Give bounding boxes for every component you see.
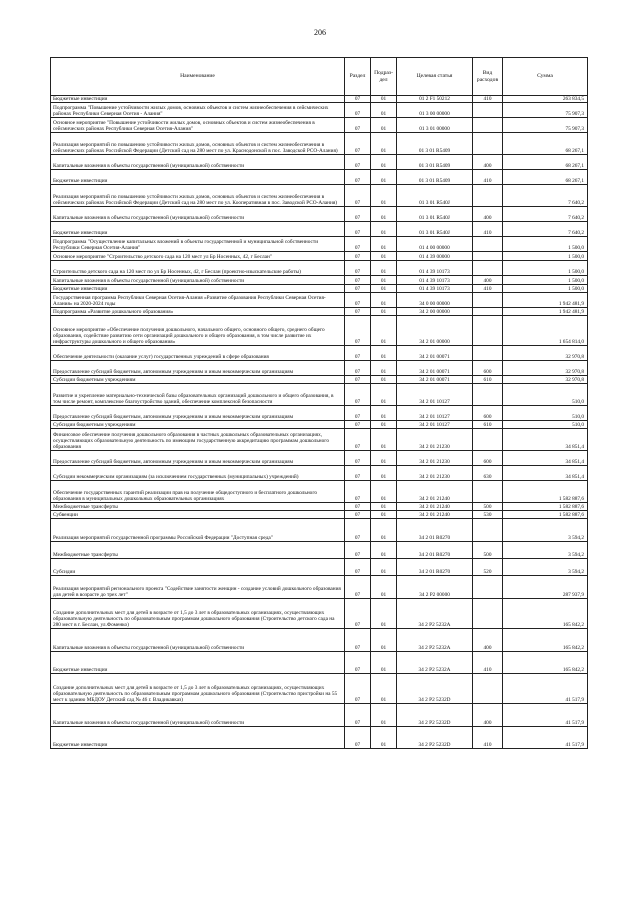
- table-header-row: [51, 58, 588, 96]
- row-name: Бюджетные инвестиции: [51, 652, 345, 674]
- row-subsection: 01: [371, 451, 397, 466]
- row-section: 07: [345, 376, 371, 384]
- row-expense-type: [473, 346, 503, 361]
- table-row: [51, 629, 588, 652]
- row-subsection: 01: [371, 185, 397, 207]
- row-name: Предоставление субсидий бюджетным, автономным учреждениям и иным некоммерческим организациям: [51, 451, 345, 466]
- row-name: Субсидии некоммерческим организациям (за исключением государственных (муниципальных) учреждений): [51, 466, 345, 481]
- row-section: 07: [345, 384, 371, 406]
- page-number: 206: [314, 28, 326, 37]
- row-name: Реализация мероприятий регионального проекта "Содействие занятости женщин - создание условий дошкольного образования для детей в возрасте до трех лет": [51, 576, 345, 599]
- row-amount: 41 517,9: [503, 704, 588, 727]
- row-target: 34 2 01 21230: [397, 429, 473, 451]
- table-row: [51, 293, 588, 308]
- table-row: [51, 451, 588, 466]
- row-name: Капитальные вложения в объекты государственной (муниципальной) собственности: [51, 704, 345, 727]
- row-amount: 1 582 887,6: [503, 511, 588, 519]
- table-row: [51, 222, 588, 237]
- row-name: Предоставление субсидий бюджетным, автономным учреждениям и иным некоммерческим организациям: [51, 406, 345, 421]
- row-expense-type: [473, 103, 503, 118]
- table-row: [51, 237, 588, 252]
- table-row: [51, 652, 588, 674]
- row-amount: 1 942 481,9: [503, 308, 588, 316]
- row-target: 34 2 01 21230: [397, 451, 473, 466]
- row-amount: 263 834,5: [503, 96, 588, 103]
- row-expense-type: 400: [473, 155, 503, 170]
- row-amount: 1 500,0: [503, 237, 588, 252]
- row-expense-type: 410: [473, 96, 503, 103]
- table-row: [51, 519, 588, 542]
- row-amount: 75 907,3: [503, 118, 588, 133]
- row-expense-type: [473, 316, 503, 346]
- row-target: 01 3 00 00000: [397, 103, 473, 118]
- row-target: 34 2 01 21240: [397, 511, 473, 519]
- row-target: 01 3 01 R5409: [397, 170, 473, 185]
- row-expense-type: [473, 118, 503, 133]
- row-section: 07: [345, 576, 371, 599]
- row-subsection: 01: [371, 293, 397, 308]
- row-name: Государственная программа Республики Северная Осетия-Алания «Развитие образования Республики Северная Осетия-Алания» на 2020-2024 годы: [51, 293, 345, 308]
- row-amount: 7 640,2: [503, 222, 588, 237]
- header-section: Раздел: [345, 58, 371, 96]
- table-row: [51, 559, 588, 576]
- row-section: 07: [345, 542, 371, 559]
- row-section: 07: [345, 466, 371, 481]
- row-expense-type: 410: [473, 652, 503, 674]
- row-subsection: 01: [371, 316, 397, 346]
- row-subsection: 01: [371, 542, 397, 559]
- row-section: 07: [345, 674, 371, 704]
- table-row: [51, 376, 588, 384]
- row-expense-type: 400: [473, 207, 503, 222]
- row-name: Межбюджетные трансферты: [51, 542, 345, 559]
- row-name: Предоставление субсидий бюджетным, автономным учреждениям и иным некоммерческим организациям: [51, 361, 345, 376]
- table-row: [51, 503, 588, 511]
- row-subsection: 01: [371, 629, 397, 652]
- row-amount: 1 500,0: [503, 285, 588, 293]
- row-section: 07: [345, 519, 371, 542]
- row-target: 34 2 01 10127: [397, 384, 473, 406]
- row-expense-type: [473, 384, 503, 406]
- row-amount: 34 851,4: [503, 466, 588, 481]
- row-section: 07: [345, 96, 371, 103]
- row-subsection: 01: [371, 466, 397, 481]
- row-target: 34 2 01 00071: [397, 361, 473, 376]
- row-subsection: 01: [371, 361, 397, 376]
- row-amount: 68 267,1: [503, 170, 588, 185]
- row-amount: 510,0: [503, 406, 588, 421]
- row-section: 07: [345, 155, 371, 170]
- table-row: [51, 96, 588, 103]
- table-body: [51, 96, 588, 749]
- row-amount: 1 500,0: [503, 261, 588, 276]
- row-target: 01 4 00 00000: [397, 237, 473, 252]
- row-subsection: 01: [371, 103, 397, 118]
- table-row: [51, 406, 588, 421]
- row-amount: 34 851,4: [503, 429, 588, 451]
- row-expense-type: 600: [473, 451, 503, 466]
- row-section: 07: [345, 503, 371, 511]
- row-amount: 34 851,4: [503, 451, 588, 466]
- row-amount: 165 842,2: [503, 629, 588, 652]
- row-expense-type: [473, 308, 503, 316]
- table-row: [51, 576, 588, 599]
- row-amount: 510,0: [503, 384, 588, 406]
- row-expense-type: 400: [473, 276, 503, 285]
- row-amount: 1 582 887,6: [503, 503, 588, 511]
- row-amount: 41 517,9: [503, 727, 588, 749]
- row-name: Создание дополнительных мест для детей в возрасте от 1,5 до 3 лет в образовательных организациях, осуществляющих образовательную деятельность по образовательным программам дошкольного образования (Строительство пристройки на 55 мест к зданию МБДОУ Детский сад № 46 г. Владикавказ): [51, 674, 345, 704]
- row-amount: 510,0: [503, 421, 588, 429]
- row-expense-type: [473, 599, 503, 629]
- row-section: 07: [345, 276, 371, 285]
- row-section: 07: [345, 559, 371, 576]
- row-name: Субсидии бюджетным учреждениям: [51, 421, 345, 429]
- table-row: [51, 429, 588, 451]
- header-amount: Сумма: [503, 58, 588, 96]
- row-name: Подпрограмма "Повышение устойчивости жилых домов, основных объектов и систем жизнеобеспечения в сейсмических районах Республики Северная Осетия - Алания": [51, 103, 345, 118]
- row-subsection: 01: [371, 406, 397, 421]
- row-target: 34 2 01 00000: [397, 316, 473, 346]
- row-name: Бюджетные инвестиции: [51, 170, 345, 185]
- row-section: 07: [345, 481, 371, 503]
- table-row: [51, 511, 588, 519]
- table-row: [51, 155, 588, 170]
- row-section: 07: [345, 346, 371, 361]
- table-row: [51, 133, 588, 155]
- table-row: [51, 170, 588, 185]
- row-target: 34 2 01 00071: [397, 346, 473, 361]
- row-target: 34 0 00 00000: [397, 293, 473, 308]
- row-target: 34 2 P2 00000: [397, 576, 473, 599]
- row-name: Создание дополнительных мест для детей в возрасте от 1,5 до 3 лет в образовательных организациях, осуществляющих образовательную деятельность по образовательным программам дошкольного образования (Строительство детского сада на 280 мест в г. Беслан, ул.Фоменко): [51, 599, 345, 629]
- row-section: 07: [345, 185, 371, 207]
- row-target: 34 2 01 21240: [397, 503, 473, 511]
- row-target: 34 2 01 00071: [397, 376, 473, 384]
- row-target: 34 2 01 10127: [397, 406, 473, 421]
- row-expense-type: 610: [473, 376, 503, 384]
- row-subsection: 01: [371, 576, 397, 599]
- table-row: [51, 704, 588, 727]
- table-row: [51, 361, 588, 376]
- row-target: 01 4 39 00000: [397, 252, 473, 261]
- row-expense-type: [473, 261, 503, 276]
- row-amount: 3 594,2: [503, 519, 588, 542]
- row-expense-type: [473, 133, 503, 155]
- row-target: 01 2 F1 50212: [397, 96, 473, 103]
- row-name: Капитальные вложения в объекты государственной (муниципальной) собственности: [51, 629, 345, 652]
- row-name: Основное мероприятие «Обеспечение получения дошкольного, начального общего, основного общего, среднего общего образования, содействие развитию сети организаций дошкольного и общего образования, в том числе развитие их инфраструктуры дошкольного и общего образования»: [51, 316, 345, 346]
- row-section: 07: [345, 252, 371, 261]
- row-expense-type: [473, 674, 503, 704]
- row-target: 34 2 P2 5232D: [397, 704, 473, 727]
- row-target: 01 3 01 R5409: [397, 155, 473, 170]
- row-target: 01 3 01 R540J: [397, 207, 473, 222]
- row-expense-type: 400: [473, 629, 503, 652]
- row-amount: 75 907,3: [503, 103, 588, 118]
- row-section: 07: [345, 237, 371, 252]
- row-name: Капитальные вложения в объекты государственной (муниципальной) собственности: [51, 207, 345, 222]
- row-expense-type: 600: [473, 361, 503, 376]
- row-section: 07: [345, 704, 371, 727]
- row-section: 07: [345, 652, 371, 674]
- row-target: 34 2 01 10127: [397, 421, 473, 429]
- row-subsection: 01: [371, 481, 397, 503]
- row-subsection: 01: [371, 308, 397, 316]
- row-amount: 1 500,0: [503, 276, 588, 285]
- row-expense-type: 630: [473, 466, 503, 481]
- budget-table: [50, 57, 588, 749]
- row-amount: 32 970,8: [503, 346, 588, 361]
- row-target: 34 2 P2 5232D: [397, 727, 473, 749]
- table-row: [51, 542, 588, 559]
- row-subsection: 01: [371, 559, 397, 576]
- row-expense-type: 530: [473, 511, 503, 519]
- table-row: [51, 384, 588, 406]
- row-subsection: 01: [371, 237, 397, 252]
- row-name: Подпрограмма "Осуществление капитальных вложений в объекты государственной и муниципальной собственности Республики Северная Осетия-Алания": [51, 237, 345, 252]
- row-name: Финансовое обеспечение получения дошкольного образования в частных дошкольных образовательных организациях, осуществляющих образовательную деятельность по имеющим государственную аккредитацию программам дошкольного образования: [51, 429, 345, 451]
- row-section: 07: [345, 308, 371, 316]
- row-name: Основное мероприятие "Строительство детского сада на 120 мест ул Бр Носенных, 42, г Беслан": [51, 252, 345, 261]
- row-section: 07: [345, 222, 371, 237]
- row-amount: 165 842,2: [503, 599, 588, 629]
- table-row: [51, 466, 588, 481]
- row-name: Развитие и укрепление материально-технической базы образовательных организаций дошкольного и общего образования, в том числе ремонт, комплексное благоустройство зданий, обеспечение комплексной безопасности: [51, 384, 345, 406]
- row-section: 07: [345, 511, 371, 519]
- table-row: [51, 481, 588, 503]
- row-name: Межбюджетные трансферты: [51, 503, 345, 511]
- row-target: 34 2 P2 5232D: [397, 674, 473, 704]
- row-section: 07: [345, 133, 371, 155]
- row-name: Обеспечение государственных гарантий реализации прав на получение общедоступного и бесплатного дошкольного образования в муниципальных дошкольных образовательных организациях: [51, 481, 345, 503]
- row-section: 07: [345, 421, 371, 429]
- row-target: 34 2 00 00000: [397, 308, 473, 316]
- row-target: 01 4 39 10173: [397, 261, 473, 276]
- row-name: Основное мероприятие "Повышение устойчивости жилых домов, основных объектов и систем жизнеобеспечения в сейсмических районах Республики Северная Осетия-Алания": [51, 118, 345, 133]
- row-section: 07: [345, 170, 371, 185]
- header-target: Целевая статья: [397, 58, 473, 96]
- row-amount: 41 517,9: [503, 674, 588, 704]
- row-subsection: 01: [371, 519, 397, 542]
- header-expense-type: Вид расходов: [473, 58, 503, 96]
- row-subsection: 01: [371, 429, 397, 451]
- row-target: 34 2 01 R0270: [397, 542, 473, 559]
- row-subsection: 01: [371, 133, 397, 155]
- row-target: 34 2 P2 5232A: [397, 599, 473, 629]
- row-amount: 1 654 814,0: [503, 316, 588, 346]
- row-subsection: 01: [371, 222, 397, 237]
- row-section: 07: [345, 285, 371, 293]
- table-row: [51, 285, 588, 293]
- row-target: 34 2 01 21240: [397, 481, 473, 503]
- row-subsection: 01: [371, 285, 397, 293]
- row-expense-type: 500: [473, 503, 503, 511]
- row-target: 34 2 01 21230: [397, 466, 473, 481]
- row-amount: 7 640,2: [503, 185, 588, 207]
- row-subsection: 01: [371, 252, 397, 261]
- row-target: 34 2 01 R0270: [397, 519, 473, 542]
- row-section: 07: [345, 293, 371, 308]
- row-amount: 68 267,1: [503, 133, 588, 155]
- table-row: [51, 421, 588, 429]
- row-expense-type: [473, 185, 503, 207]
- row-subsection: 01: [371, 170, 397, 185]
- row-section: 07: [345, 727, 371, 749]
- row-subsection: 01: [371, 118, 397, 133]
- row-section: 07: [345, 316, 371, 346]
- row-target: 01 4 39 10173: [397, 276, 473, 285]
- row-expense-type: [473, 519, 503, 542]
- row-section: 07: [345, 599, 371, 629]
- row-expense-type: [473, 252, 503, 261]
- table-row: [51, 118, 588, 133]
- row-amount: 32 970,8: [503, 361, 588, 376]
- row-name: Капитальные вложения в объекты государственной (муниципальной) собственности: [51, 276, 345, 285]
- row-subsection: 01: [371, 503, 397, 511]
- row-name: Бюджетные инвестиции: [51, 727, 345, 749]
- row-name: Реализация мероприятий государственной программы Российской Федерации "Доступная среда": [51, 519, 345, 542]
- row-subsection: 01: [371, 376, 397, 384]
- table-row: [51, 308, 588, 316]
- row-target: 34 2 P2 5232A: [397, 652, 473, 674]
- row-expense-type: 410: [473, 170, 503, 185]
- row-subsection: 01: [371, 207, 397, 222]
- table-row: [51, 185, 588, 207]
- table-row: [51, 727, 588, 749]
- row-name: Субсидии бюджетным учреждениям: [51, 376, 345, 384]
- row-subsection: 01: [371, 599, 397, 629]
- row-amount: 287 937,9: [503, 576, 588, 599]
- row-subsection: 01: [371, 727, 397, 749]
- row-amount: 3 594,2: [503, 542, 588, 559]
- row-section: 07: [345, 451, 371, 466]
- row-expense-type: 410: [473, 285, 503, 293]
- row-name: Строительство детского сада на 120 мест по ул Бр Носенных, 42, г Беслан (проектно-изыскательские работы): [51, 261, 345, 276]
- row-section: 07: [345, 429, 371, 451]
- row-name: Капитальные вложения в объекты государственной (муниципальной) собственности: [51, 155, 345, 170]
- row-section: 07: [345, 361, 371, 376]
- table-row: [51, 316, 588, 346]
- row-subsection: 01: [371, 511, 397, 519]
- row-subsection: 01: [371, 704, 397, 727]
- row-name: Бюджетные инвестиции: [51, 285, 345, 293]
- row-section: 07: [345, 406, 371, 421]
- table-row: [51, 261, 588, 276]
- row-amount: 3 594,2: [503, 559, 588, 576]
- row-name: Субвенции: [51, 511, 345, 519]
- row-amount: 7 640,2: [503, 207, 588, 222]
- row-expense-type: 610: [473, 421, 503, 429]
- row-subsection: 01: [371, 276, 397, 285]
- row-expense-type: 410: [473, 222, 503, 237]
- table-row: [51, 276, 588, 285]
- header-subsection: Подраз-дел: [371, 58, 397, 96]
- row-expense-type: [473, 481, 503, 503]
- row-section: 07: [345, 207, 371, 222]
- table-row: [51, 252, 588, 261]
- row-target: 01 3 01 R540J: [397, 185, 473, 207]
- row-name: Реализация мероприятий по повышению устойчивости жилых домов, основных объектов и систем жизнеобеспечения в сейсмических районах Российской Федерации (Детский сад на 280 мест по ул. Краснодонской в пос. Заводской РСО-Алания): [51, 133, 345, 155]
- row-expense-type: [473, 576, 503, 599]
- row-amount: 1 582 887,6: [503, 481, 588, 503]
- row-target: 01 4 39 10173: [397, 285, 473, 293]
- table-row: [51, 103, 588, 118]
- row-expense-type: 500: [473, 542, 503, 559]
- row-expense-type: 600: [473, 406, 503, 421]
- row-subsection: 01: [371, 261, 397, 276]
- row-name: Подпрограмма «Развитие дошкольного образования»: [51, 308, 345, 316]
- row-target: 01 3 01 00000: [397, 118, 473, 133]
- row-section: 07: [345, 261, 371, 276]
- row-expense-type: [473, 429, 503, 451]
- row-subsection: 01: [371, 421, 397, 429]
- table-row: [51, 346, 588, 361]
- row-name: Субсидии: [51, 559, 345, 576]
- row-subsection: 01: [371, 96, 397, 103]
- row-amount: 68 267,1: [503, 155, 588, 170]
- row-expense-type: [473, 237, 503, 252]
- row-name: Обеспечение деятельности (оказание услуг) государственных учреждений в сфере образования: [51, 346, 345, 361]
- row-expense-type: 520: [473, 559, 503, 576]
- row-expense-type: [473, 293, 503, 308]
- row-name: Бюджетные инвестиции: [51, 96, 345, 103]
- row-target: 34 2 P2 5232A: [397, 629, 473, 652]
- row-section: 07: [345, 118, 371, 133]
- row-amount: 32 970,8: [503, 376, 588, 384]
- row-expense-type: 410: [473, 727, 503, 749]
- row-target: 34 2 01 R0270: [397, 559, 473, 576]
- table-row: [51, 207, 588, 222]
- row-name: Бюджетные инвестиции: [51, 222, 345, 237]
- row-target: 01 3 01 R540J: [397, 222, 473, 237]
- row-subsection: 01: [371, 384, 397, 406]
- row-section: 07: [345, 103, 371, 118]
- row-section: 07: [345, 629, 371, 652]
- row-amount: 1 500,0: [503, 252, 588, 261]
- row-name: Реализация мероприятий по повышению устойчивости жилых домов, основных объектов и систем жизнеобеспечения в сейсмических районах Российской Федерации (Детский сад на 280 мест по ул. Кооперативная в пос. Заводской РСО-Алания): [51, 185, 345, 207]
- row-expense-type: 400: [473, 704, 503, 727]
- row-subsection: 01: [371, 346, 397, 361]
- table-row: [51, 599, 588, 629]
- row-amount: 1 942 481,9: [503, 293, 588, 308]
- header-name: Наименование: [51, 58, 345, 96]
- table-row: [51, 674, 588, 704]
- row-subsection: 01: [371, 652, 397, 674]
- row-subsection: 01: [371, 155, 397, 170]
- row-target: 01 3 01 R5409: [397, 133, 473, 155]
- row-amount: 165 842,2: [503, 652, 588, 674]
- row-subsection: 01: [371, 674, 397, 704]
